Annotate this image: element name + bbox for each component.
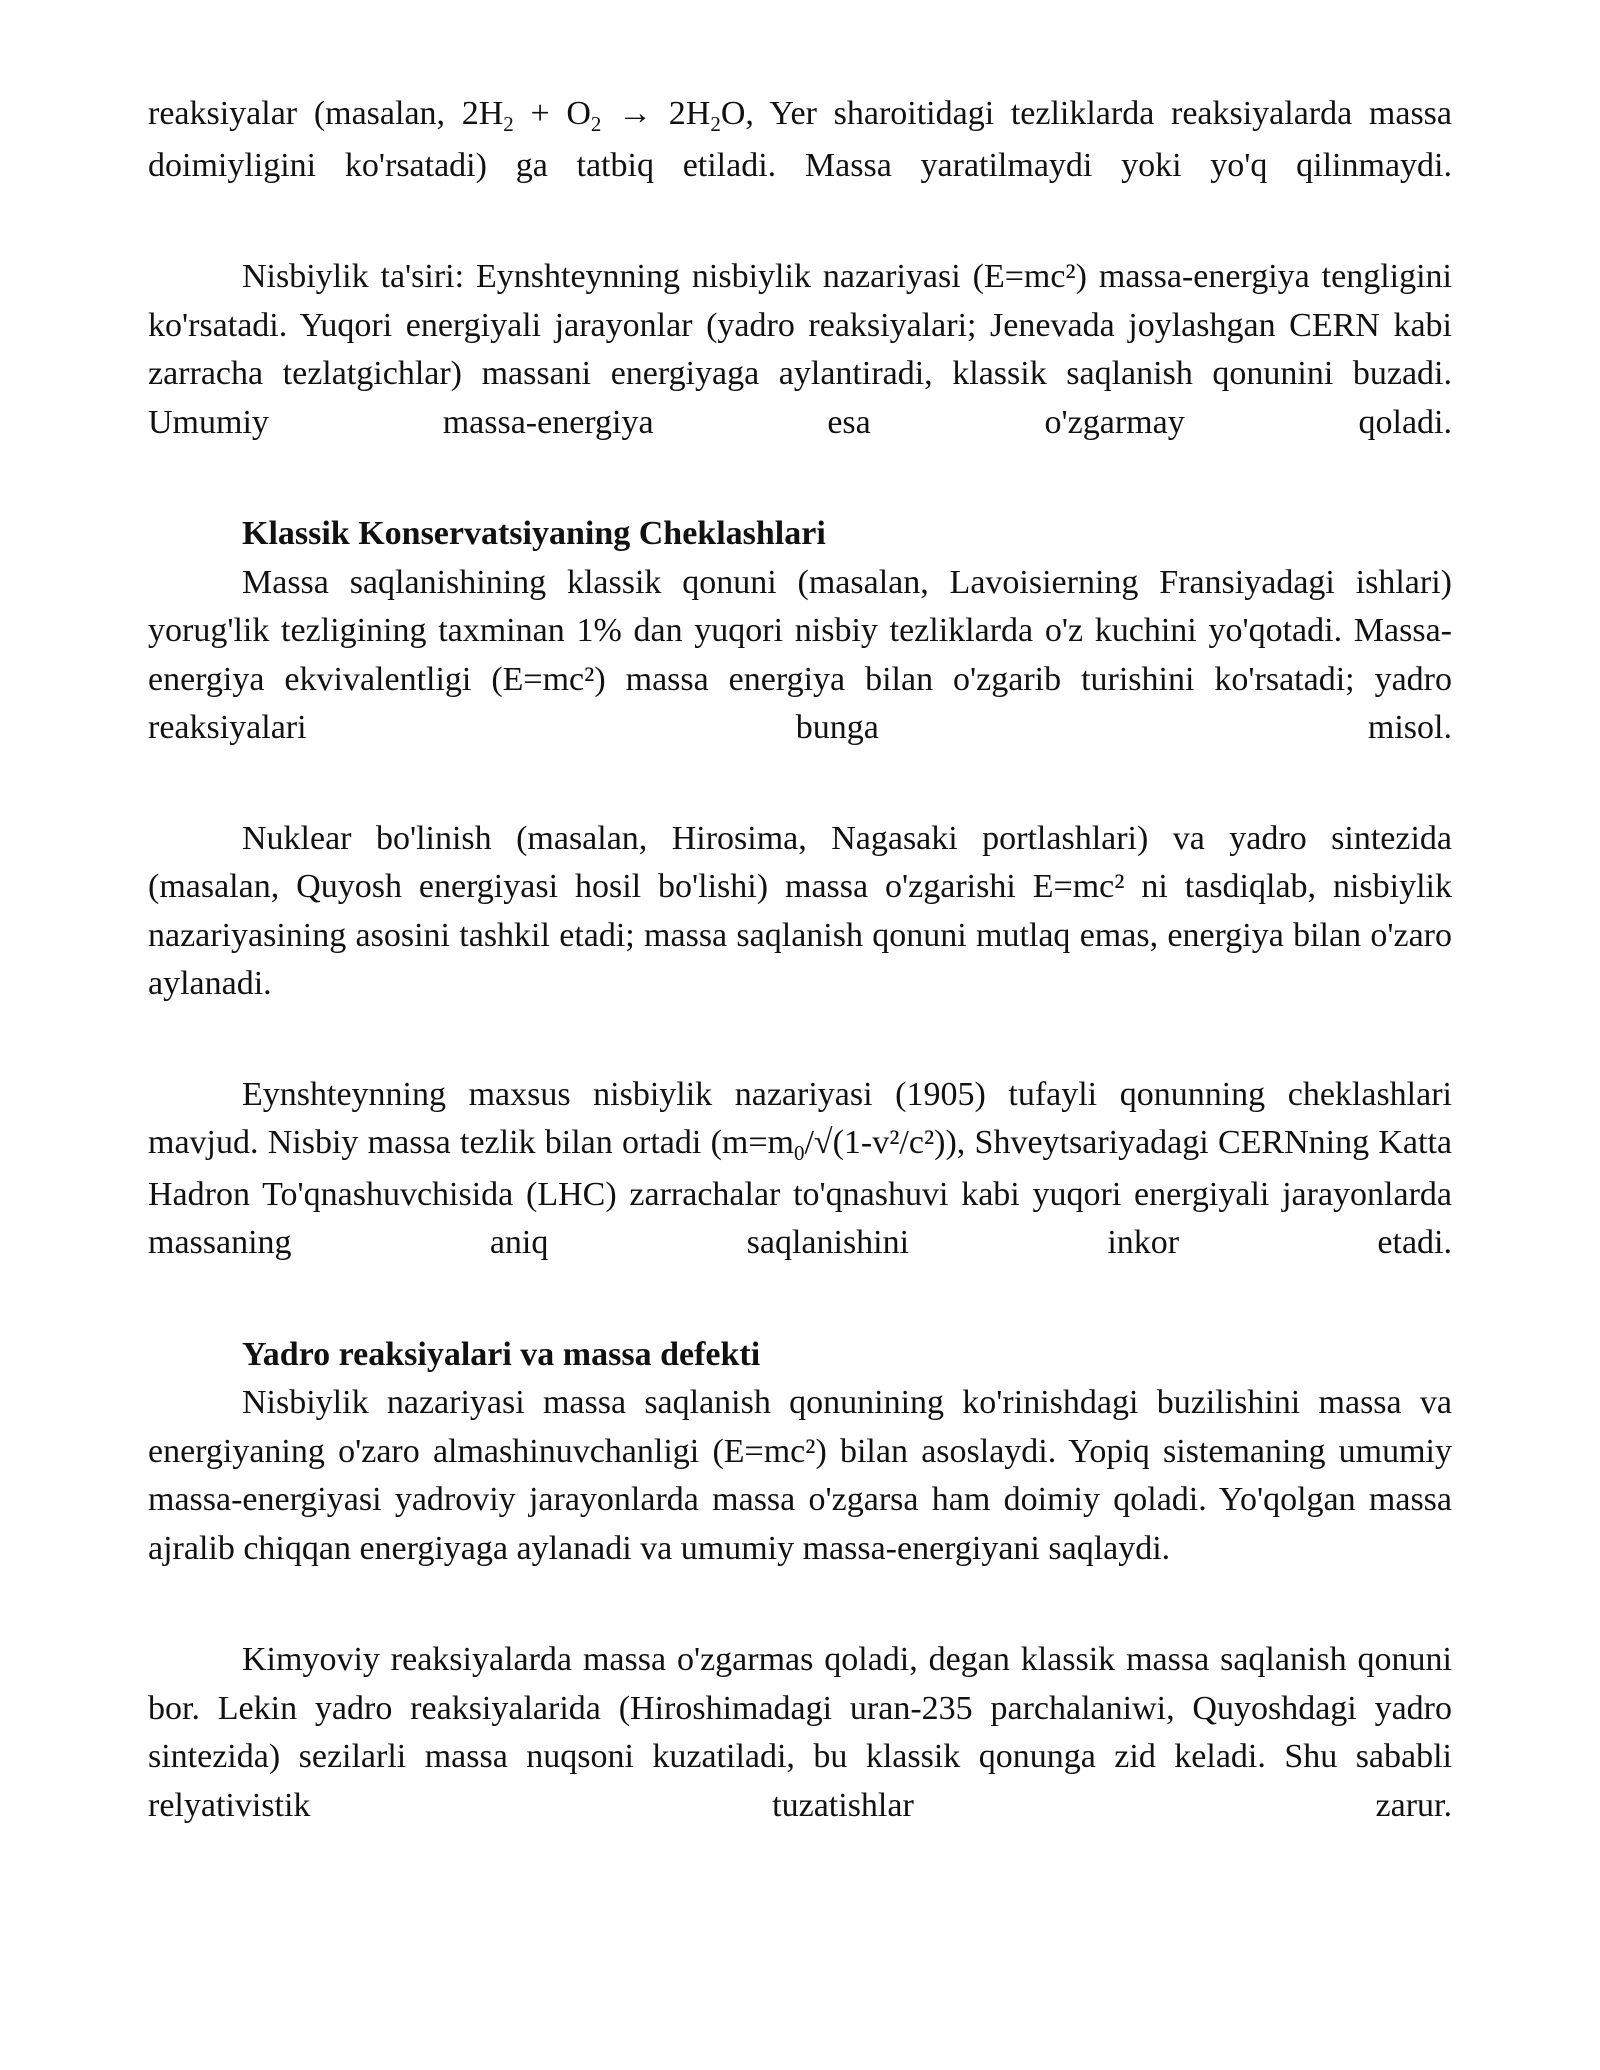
paragraph-relativity-effect: Nisbiylik ta'siri: Eynshteynning nisbiylik nazariyasi (E=mc²) massa-energiya tengligini ko'rsatadi. Yuqori energiyali jarayonlar (yadro reaksiyalari; Jenevada joylashgan CERN kabi zarracha tezlatgichlar) massani energiyaga aylantiradi, klassik saqlanish qonunini buzadi. Umumiy massa-energiya esa o'zgarmay qoladi.: [148, 258, 1452, 441]
paragraph-reaction-conservation: reaksiyalar (masalan, $2H_2 + O_2 \to 2H_2O$, Yer sharoitidagi tezliklarda reaksiyalarda massa doimiyligini ko'rsatadi) ga tatbiq etiladi. Massa yaratilmaydi yoki yo'q qilinmaydi.: [148, 95, 1453, 184]
paragraph-nuclear-fission: Nuklear bo'linish (masalan, Hirosima, Nagasaki portlashlari) va yadro sintezida (masalan, Quyosh energiyasi hosil bo'lishi) massa o'zgarishi E=mc² ni tasdiqlab, nisbiylik nazariyasining asosini tashkil etadi; massa saqlanish qonuni mutlaq emas, energiya bilan o'zaro aylanadi.: [148, 819, 1452, 1002]
section-heading-classical-limits: Klassik Konservatsiyaning Cheklashlari: [242, 515, 826, 552]
section-heading-mass-defect: Yadro reaksiyalari va massa defekti: [242, 1335, 761, 1373]
document-page: [148, 90, 1452, 1830]
paragraph-special-relativity: Eynshteynning maxsus nisbiylik nazariyasi (1905) tufayli qonunning cheklashlari mavjud. Nisbiy massa tezlik bilan ortadi $(m=m_0/√(1-v^2/c^2))$, Shveytsariyadagi CERNning Katta Hadron To'qnashuvchisida (LHC) zarrachalar to'qnashuvi kabi yuqori energiyali jarayonlarda massaning aniq saqlanishini inkor etadi.: [148, 1075, 1452, 1261]
paragraph-mass-energy-exchange: Nisbiylik nazariyasi massa saqlanish qonunining ko'rinishdagi buzilishini massa va energiyaning o'zaro almashinuvchanligi (E=mc²) bilan asoslaydi. Yopiq sistemaning umumiy massa-energiyasi yadroviy jarayonlarda massa o'zgarsa ham doimiy qoladi. Yo'qolgan massa ajralib chiqqan energiyaga aylanadi va umumiy massa-energiyani saqlaydi.: [148, 1384, 1452, 1567]
paragraph-classical-law: Massa saqlanishining klassik qonuni (masalan, Lavoisierning Fransiyadagi ishlari) yorug'lik tezligining taxminan 1% dan yuqori nisbiy tezliklarda o'z kuchini yo'qotadi. Massa-energiya ekvivalentligi (E=mc²) massa energiya bilan o'zgarib turishini ko'rsatadi; yadro reaksiyalari bunga misol.: [148, 563, 1452, 746]
paragraph-chemical-vs-nuclear: Kimyoviy reaksiyalarda massa o'zgarmas qoladi, degan klassik massa saqlanish qonuni bor. Lekin yadro reaksiyalarida (Hiroshimadagi uran-235 parchalaniwi, Quyoshdagi yadro sintezida) sezilarli massa nuqsoni kuzatiladi, bu klassik qonunga zid keladi. Shu sababli relyativistik tuzatishlar zarur.: [148, 1641, 1452, 1824]
